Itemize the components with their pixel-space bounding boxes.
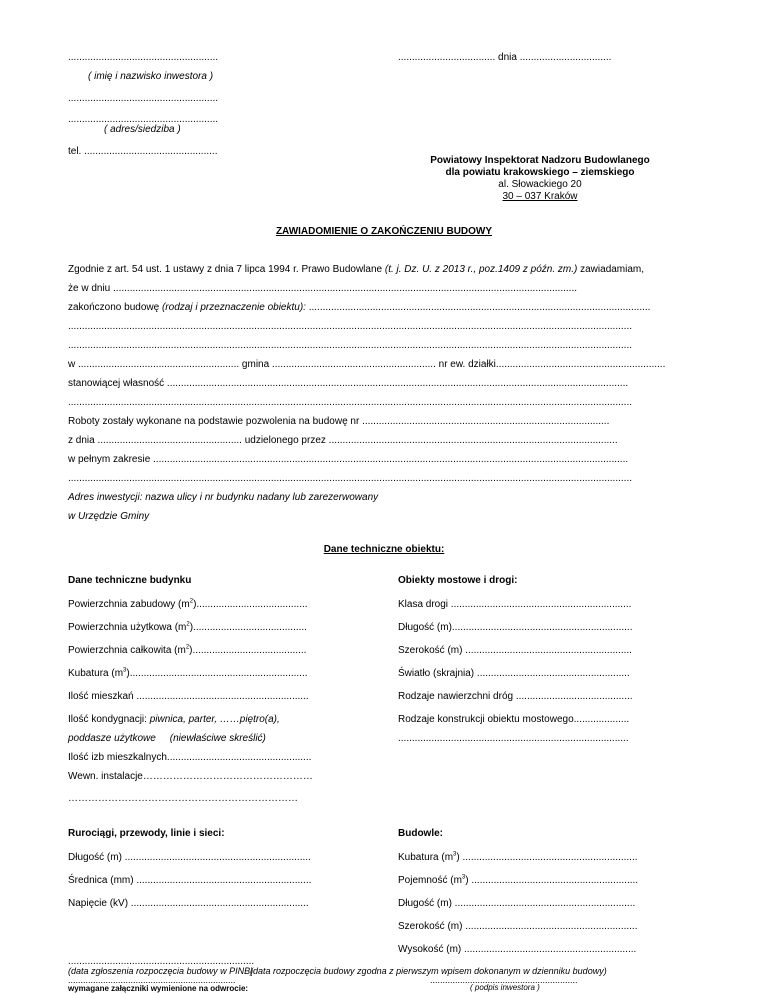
installations-field[interactable]: Wewn. instalacje…………………………………………… <box>68 771 313 782</box>
recipient-block <box>400 155 680 203</box>
pipes-heading: Rurociągi, przewody, linie i sieci: <box>68 828 225 839</box>
body-line-12[interactable]: ........................................................................................................................................................................................................... <box>68 473 632 484</box>
address-field-2[interactable]: ...................................................... <box>68 114 219 125</box>
total-area-field[interactable]: Powierzchnia całkowita $(m^2)$......................................... <box>68 644 307 656</box>
signature-field[interactable]: ........................................................... <box>430 975 578 985</box>
structure-capacity-field[interactable]: Pojemność $(m^3)$ ............................................................ <box>398 874 639 886</box>
voltage-field[interactable]: Napięcie (kV) ................................................................ <box>68 898 309 909</box>
address-caption: ( adres/siedziba ) <box>104 124 181 135</box>
date-line[interactable]: ................................... dnia ................................. <box>398 52 612 63</box>
road-class-field[interactable]: Klasa drogi ................................................................. <box>398 599 632 610</box>
structures-heading: Budowle: <box>398 828 443 839</box>
structure-cubature-field[interactable]: Kubatura $(m^3)$ ............................................................... <box>398 851 638 863</box>
body-line-9[interactable]: Roboty zostały wykonane na podstawie pozwolenia na budowę nr ......................................................................................... <box>68 416 610 427</box>
building-data-heading: Dane techniczne budynku <box>68 575 192 586</box>
body-line-14: w Urzędzie Gminy <box>68 511 150 522</box>
body-line-11[interactable]: w pełnym zakresie ........................................................................................................................................................................... <box>68 454 629 465</box>
page-title: ZAWIADOMIENIE O ZAKOŃCZENIU BUDOWY <box>275 226 493 237</box>
cubature-field[interactable]: Kubatura $(m^3)$................................................................ <box>68 667 308 679</box>
start-date-field[interactable]: ................................................................... <box>68 975 236 985</box>
start-date-note: (data rozpoczęcia budowy zgodna z pierwszym wpisem dokonanym w dzienniku budowy) <box>250 966 607 976</box>
recipient-line-4: 30 – 037 Kraków <box>502 191 578 202</box>
rooms-count-field[interactable]: Ilość izb mieszkalnych.................................................... <box>68 752 312 763</box>
body-line-4[interactable]: ........................................................................................................................................................................................................... <box>68 321 632 332</box>
structure-width-field[interactable]: Szerokość (m) .............................................................. <box>398 921 638 932</box>
structure-height-field[interactable]: Wysokość (m) .............................................................. <box>398 944 637 955</box>
bridge-type-dots[interactable]: ................................................................................... <box>398 733 629 744</box>
clearance-field[interactable]: Światło (skrajnia) ....................................................... <box>398 668 630 679</box>
installations-dots[interactable]: …………………………………………………………… <box>68 793 298 804</box>
body-line-1: Zgodnie z art. 54 ust. 1 ustawy z dnia 7 lipca 1994 r. Prawo Budowlane (t. j. Dz. U. z 2013 r., poz.1409 z późn. zm.) zawiadamiam, <box>68 264 645 275</box>
usable-area-field[interactable]: Powierzchnia użytkowa $(m^2)$......................................... <box>68 621 307 633</box>
body-line-5[interactable]: ........................................................................................................................................................................................................... <box>68 340 632 351</box>
apartments-count-field[interactable]: Ilość mieszkań .............................................................. <box>68 691 309 702</box>
floors-note: poddasze użytkowe (niewłaściwe skreślić) <box>68 733 266 744</box>
body-line-3[interactable]: zakończono budowę (rodzaj i przeznaczenie obiektu): ........................................................................................................................... <box>68 302 651 313</box>
road-surface-field[interactable]: Rodzaje nawierzchni dróg .......................................... <box>398 691 633 702</box>
built-up-area-field[interactable]: Powierzchnia zabudowy $(m^2)$........................................ <box>68 598 308 610</box>
bridge-type-field[interactable]: Rodzaje konstrukcji obiektu mostowego.................... <box>398 714 630 725</box>
structure-length-field[interactable]: Długość (m) ................................................................. <box>398 898 636 909</box>
body-line-2[interactable]: że w dniu ....................................................................................................................................................................... <box>68 283 578 294</box>
body-line-6[interactable]: w .......................................................... gmina ........................................................... nr ew. działki............................................................. <box>68 359 666 370</box>
pipe-length-field[interactable]: Długość (m) ................................................................... <box>68 852 311 863</box>
phone-field[interactable]: tel. ................................................ <box>68 146 218 157</box>
signature-caption: ( podpis inwestora ) <box>470 983 540 992</box>
start-report-date-field[interactable]: ................................................................... <box>68 956 255 967</box>
road-width-field[interactable]: Szerokość (m) ............................................................ <box>398 645 632 656</box>
pipe-diameter-field[interactable]: Średnica (mm) ............................................................... <box>68 875 312 886</box>
investor-name-field[interactable]: ...................................................... <box>68 52 219 63</box>
recipient-line-2: dla powiatu krakowskiego – ziemskiego <box>445 167 635 178</box>
road-length-field[interactable]: Długość (m)................................................................. <box>398 622 633 633</box>
attachments-heading: wymagane załączniki wymienione na odwrocie: <box>68 984 249 993</box>
floors-field[interactable]: Ilość kondygnacji: piwnica, parter, ……piętro(a), <box>68 714 280 725</box>
recipient-line-3: al. Słowackiego 20 <box>498 179 582 190</box>
recipient-line-1: Powiatowy Inspektorat Nadzoru Budowlanego <box>430 155 650 166</box>
body-line-10[interactable]: z dnia .................................................... udzielonego przez ........................................................................................................ <box>68 435 618 446</box>
roads-bridges-heading: Obiekty mostowe i drogi: <box>398 575 518 586</box>
body-line-7[interactable]: stanowiącej własność ...................................................................................................................................................................... <box>68 378 629 389</box>
investor-name-caption: ( imię i nazwisko inwestora ) <box>88 71 214 82</box>
start-report-date-note: (data zgłoszenia rozpoczęcia budowy w PINB) <box>68 966 254 976</box>
body-line-13: Adres inwestycji: nazwa ulicy i nr budynku nadany lub zarezerwowany <box>68 492 379 503</box>
body-line-8[interactable]: ........................................................................................................................................................................................................... <box>68 397 632 408</box>
address-field-1[interactable]: ...................................................... <box>68 93 219 104</box>
tech-heading: Dane techniczne obiektu: <box>323 544 445 555</box>
